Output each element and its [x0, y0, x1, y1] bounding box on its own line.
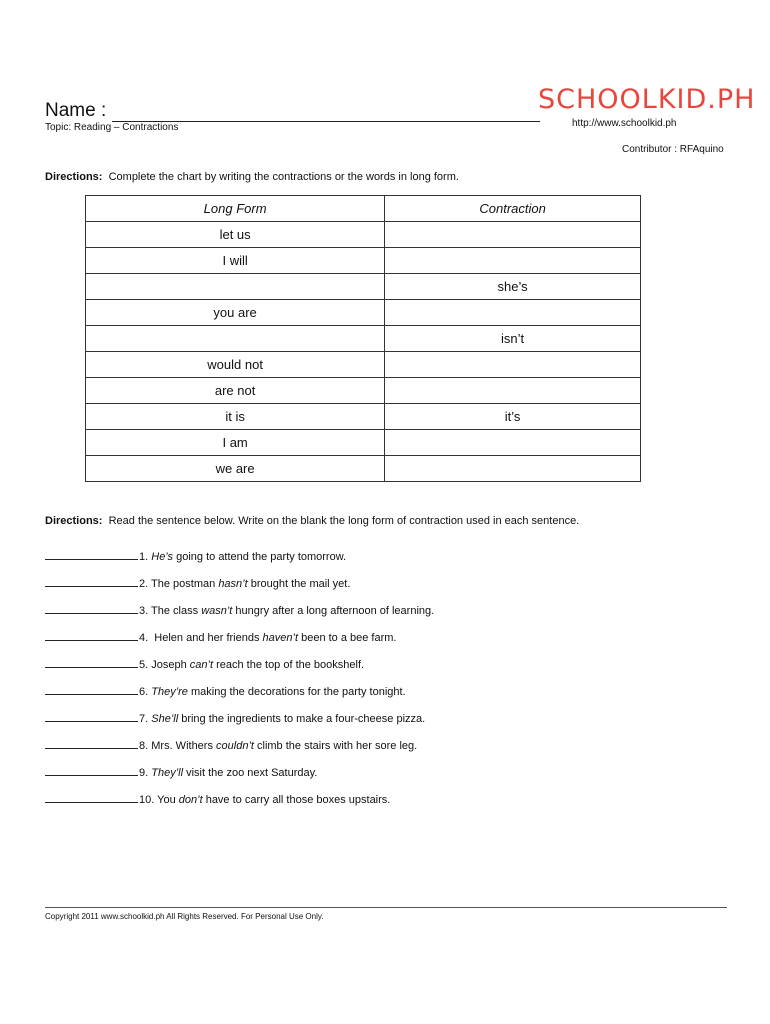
sentence-item — [45, 684, 406, 698]
answer-blank[interactable] — [45, 738, 138, 749]
contraction-cell: isn’t — [385, 326, 641, 352]
long-form-cell: you are — [86, 300, 385, 326]
sentence-item — [45, 711, 425, 725]
contraction-cell[interactable] — [385, 456, 641, 482]
chart-row — [86, 274, 641, 300]
sentence-text-after: have to carry all those boxes upstairs. — [202, 794, 391, 806]
sentence-text-before: You — [154, 794, 179, 806]
sentence-text-after: been to a bee farm. — [298, 632, 397, 644]
sentence-text-after: hungry after a long afternoon of learning. — [232, 605, 435, 617]
sentence-number: 6. — [139, 686, 149, 698]
long-form-cell: it is — [86, 404, 385, 430]
chart-row — [86, 300, 641, 326]
chart-directions — [45, 171, 459, 183]
sentence-text-after: bring the ingredients to make a four-cheese pizza. — [178, 713, 426, 725]
answer-blank[interactable] — [45, 711, 138, 722]
contraction-word: haven’t — [262, 632, 299, 644]
sentence-directions — [45, 515, 579, 527]
sentence-text-before: The postman — [148, 578, 219, 590]
sentence-item — [45, 630, 396, 644]
sentence-number: 3. — [139, 605, 149, 617]
long-form-cell: let us — [86, 222, 385, 248]
sentence-item — [45, 792, 390, 806]
contraction-word: He’s — [151, 551, 174, 563]
chart-row — [86, 430, 641, 456]
sentence-item — [45, 603, 434, 617]
topic-line: Topic: Reading – Contractions — [45, 122, 179, 133]
sentence-item — [45, 765, 317, 779]
contraction-cell[interactable] — [385, 430, 641, 456]
directions-text: Complete the chart by writing the contractions or the words in long form. — [108, 171, 459, 183]
sentence-number: 1. — [139, 551, 149, 563]
directions-label-2: Directions: — [45, 515, 103, 527]
sentence-text-before: Helen and her friends — [148, 632, 263, 644]
footer-divider — [45, 907, 727, 908]
answer-blank[interactable] — [45, 792, 138, 803]
schoolkid-logo: SCHOOLKID.PH — [538, 84, 756, 115]
sentence-text-after: visit the zoo next Saturday. — [183, 767, 318, 779]
directions-label: Directions: — [45, 171, 103, 183]
long-form-header: Long Form — [86, 196, 385, 222]
contraction-cell: it’s — [385, 404, 641, 430]
site-url: http://www.schoolkid.ph — [572, 118, 677, 129]
sentence-number: 8. — [139, 740, 149, 752]
sentence-text-after: brought the mail yet. — [247, 578, 351, 590]
chart-row — [86, 222, 641, 248]
sentence-item — [45, 657, 364, 671]
sentence-item — [45, 576, 350, 590]
sentence-text-after: going to attend the party tomorrow. — [173, 551, 347, 563]
contraction-word: don’t — [178, 794, 203, 806]
sentence-text-before: The class — [148, 605, 202, 617]
chart-header-row — [86, 196, 641, 222]
long-form-cell[interactable] — [86, 274, 385, 300]
answer-blank[interactable] — [45, 765, 138, 776]
chart-row — [86, 456, 641, 482]
sentence-number: 10. — [139, 794, 155, 806]
long-form-cell[interactable] — [86, 326, 385, 352]
contraction-word: wasn’t — [201, 605, 233, 617]
sentence-text-before: Joseph — [148, 659, 190, 671]
sentence-number: 5. — [139, 659, 149, 671]
sentence-number: 4. — [139, 632, 149, 644]
answer-blank[interactable] — [45, 684, 138, 695]
contraction-cell[interactable] — [385, 248, 641, 274]
chart-row — [86, 378, 641, 404]
contraction-word: She’ll — [151, 713, 179, 725]
contraction-cell[interactable] — [385, 300, 641, 326]
contraction-word: can’t — [189, 659, 214, 671]
sentence-number: 9. — [139, 767, 149, 779]
contraction-header: Contraction — [385, 196, 641, 222]
name-blank-line[interactable] — [112, 103, 540, 122]
copyright-footer: Copyright 2011 www.schoolkid.ph All Rights Reserved. For Personal Use Only. — [45, 912, 324, 921]
contraction-word: couldn’t — [216, 740, 254, 752]
contraction-cell[interactable] — [385, 222, 641, 248]
sentence-item — [45, 549, 346, 563]
long-form-cell: I will — [86, 248, 385, 274]
name-label: Name : — [45, 100, 107, 121]
contraction-cell: she’s — [385, 274, 641, 300]
long-form-cell: would not — [86, 352, 385, 378]
contractions-chart — [85, 195, 641, 482]
answer-blank[interactable] — [45, 576, 138, 587]
answer-blank[interactable] — [45, 549, 138, 560]
chart-row — [86, 326, 641, 352]
sentence-text-before: Mrs. Withers — [148, 740, 217, 752]
contraction-word: They’re — [151, 686, 188, 698]
contraction-word: hasn’t — [218, 578, 248, 590]
sentence-text-after: making the decorations for the party tonight. — [187, 686, 406, 698]
chart-row — [86, 352, 641, 378]
sentence-text-after: reach the top of the bookshelf. — [213, 659, 365, 671]
contraction-word: They’ll — [151, 767, 184, 779]
answer-blank[interactable] — [45, 657, 138, 668]
long-form-cell: are not — [86, 378, 385, 404]
directions-text-2: Read the sentence below. Write on the blank the long form of contraction used in each sentence. — [108, 515, 580, 527]
chart-row — [86, 248, 641, 274]
answer-blank[interactable] — [45, 630, 138, 641]
answer-blank[interactable] — [45, 603, 138, 614]
sentence-item — [45, 738, 417, 752]
long-form-cell: we are — [86, 456, 385, 482]
contraction-cell[interactable] — [385, 378, 641, 404]
sentence-number: 2. — [139, 578, 149, 590]
name-field-row — [45, 100, 540, 122]
sentence-number: 7. — [139, 713, 149, 725]
contributor-line: Contributor : RFAquino — [622, 144, 724, 155]
long-form-cell: I am — [86, 430, 385, 456]
sentence-text-after: climb the stairs with her sore leg. — [253, 740, 418, 752]
chart-row — [86, 404, 641, 430]
contraction-cell[interactable] — [385, 352, 641, 378]
